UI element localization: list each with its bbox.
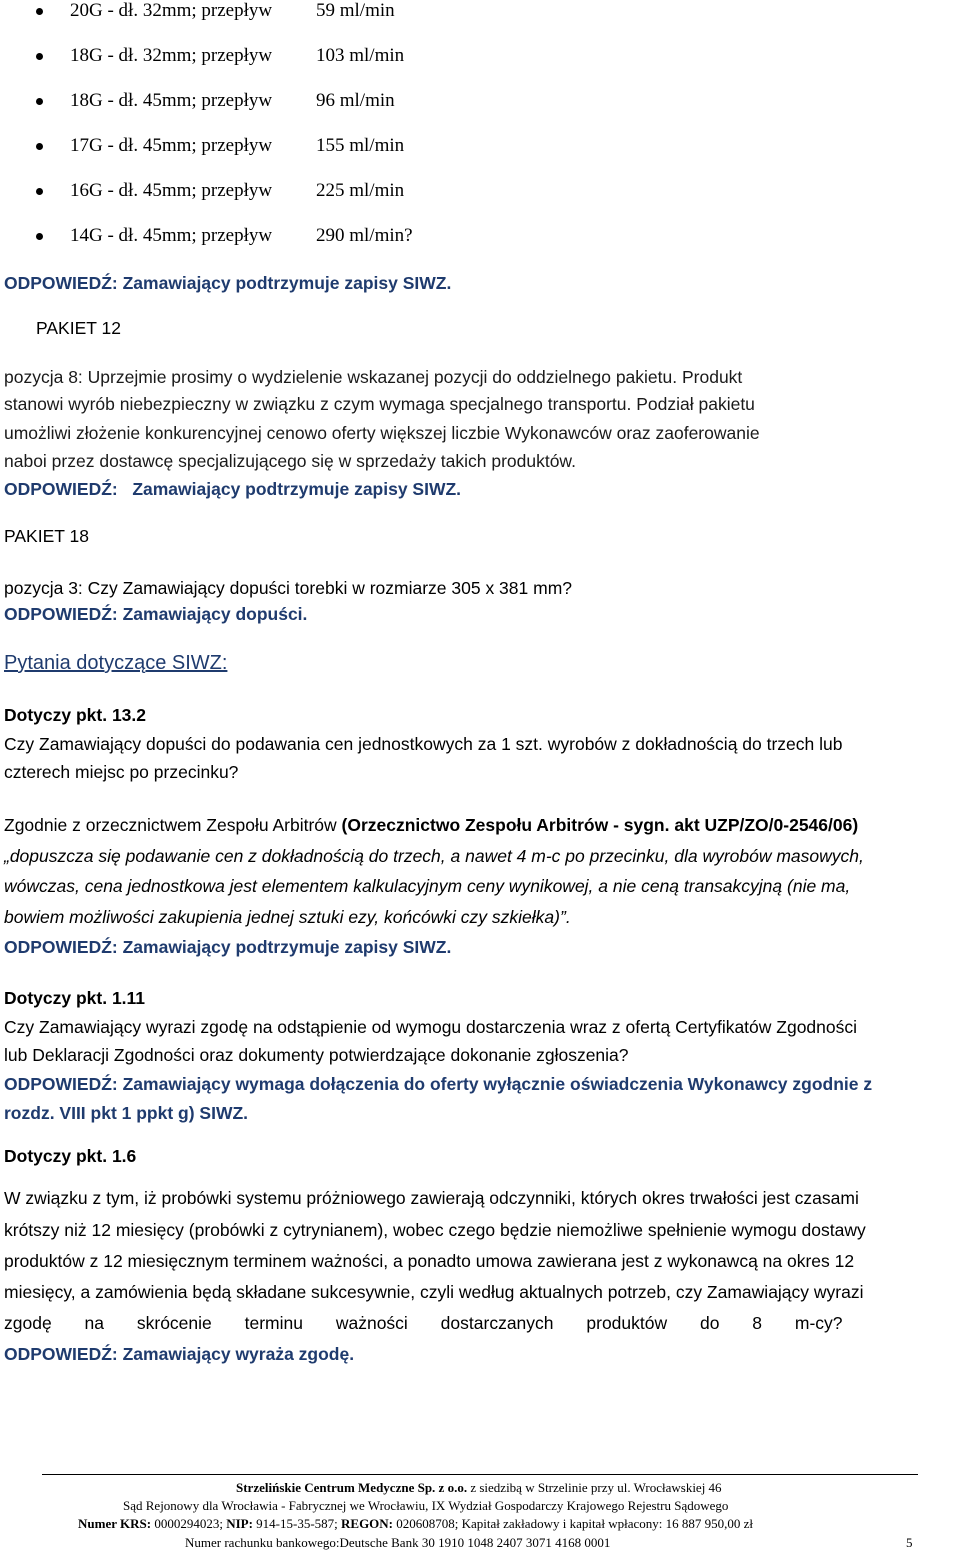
footer-court: Sąd Rejonowy dla Wrocławia - Fabrycznej we Wrocławiu, IX Wydział Gospodarczy Krajowego Rejestru Sądowego (123, 1498, 729, 1513)
paragraph-line: umożliwi złożenie konkurencyjnej cenowo oferty większej liczbie Wykonawców oraz zaoferowanie (4, 423, 760, 443)
footer-company-address: z siedzibą w Strzelinie przy ul. Wrocławskiej 46 (467, 1480, 722, 1495)
section-heading: Dotyczy pkt. 13.2 (4, 705, 146, 725)
needle-spec: 18G - dł. 45mm; przepływ (70, 90, 273, 111)
footer-divider (42, 1474, 918, 1475)
footer-regon-label: REGON: (341, 1516, 394, 1531)
needle-spec: 17G - dł. 45mm; przepływ (70, 135, 273, 156)
section-heading: PAKIET 12 (36, 318, 121, 338)
question-line: Czy Zamawiający dopuści do podawania cen jednostkowych za 1 szt. wyrobów z dokładnością do trzech lub (4, 734, 843, 754)
page-number: 5 (906, 1535, 913, 1550)
flow-value: 103 ml/min (316, 45, 405, 66)
bullet-icon (36, 188, 43, 195)
bullet-icon (36, 143, 43, 150)
footer-company-name: Strzelińskie Centrum Medyczne Sp. z o.o. (236, 1480, 468, 1495)
bullet-icon (36, 53, 43, 60)
reference-plain: Zgodnie z orzecznictwem Zespołu Arbitrów (4, 815, 342, 835)
footer-krs-value: 0000294023; (151, 1516, 227, 1531)
flow-value: 290 ml/min? (316, 225, 413, 246)
footer-company (236, 1480, 722, 1495)
footer-krs-label: Numer KRS: (78, 1516, 152, 1531)
answer-text: ODPOWIEDŹ: Zamawiający dopuści. (4, 604, 308, 624)
question-line: zgodę na skrócenie terminu ważności dostarczanych produktów do 8 m-cy? (4, 1313, 843, 1333)
footer-nip-value: 914-15-35-587; (252, 1516, 342, 1531)
answer-text: ODPOWIEDŹ: Zamawiający podtrzymuje zapisy SIWZ. (4, 937, 452, 957)
question-line: W związku z tym, iż probówki systemu próżniowego zawierają odczynniki, których okres trwałości jest czasami (4, 1188, 859, 1208)
section-heading: PAKIET 18 (4, 526, 89, 546)
footer-bank: Numer rachunku bankowego:Deutsche Bank 30 1910 1048 2407 3071 4168 0001 (185, 1535, 611, 1550)
bullet-icon (36, 233, 43, 240)
answer-text: ODPOWIEDŹ: Zamawiający wyraża zgodę. (4, 1344, 355, 1364)
flow-value: 59 ml/min (316, 0, 395, 21)
paragraph-line: stanowi wyrób niebezpieczny w związku z czym wymaga specjalnego transportu. Podział pakietu (4, 394, 755, 414)
question-line: lub Deklaracji Zgodności oraz dokumenty potwierdzające dokonanie zgłoszenia? (4, 1045, 629, 1065)
bullet-icon (36, 98, 43, 105)
quote-line: „dopuszcza się podawanie cen z dokładnością do trzech, a nawet 4 m-c po przecinku, dla wyrobów masowych, (4, 846, 864, 866)
flow-value: 225 ml/min (316, 180, 405, 201)
section-heading: Dotyczy pkt. 1.6 (4, 1146, 137, 1166)
footer-registry (78, 1516, 753, 1531)
answer-text: ODPOWIEDŹ: Zamawiający podtrzymuje zapisy SIWZ. (4, 479, 462, 499)
quote-line: wówczas, cena jednostkowa jest elementem kalkulacyjnym ceny wynikowej, a nie ceną transakcyjną (nie ma, (4, 876, 851, 896)
paragraph-line: pozycja 8: Uprzejmie prosimy o wydzielenie wskazanej pozycji do oddzielnego pakietu. Produkt (4, 367, 743, 387)
needle-spec: 16G - dł. 45mm; przepływ (70, 180, 273, 201)
reference-bold: (Orzecznictwo Zespołu Arbitrów - sygn. akt UZP/ZO/0-2546/06) (341, 815, 859, 835)
question-line: czterech miejsc po przecinku? (4, 762, 239, 782)
question-line: krótszy niż 12 miesięcy (probówki z cytrynianem), wobec czego będzie niemożliwe spełnienie wymogu dostawy (4, 1220, 866, 1240)
question-line: pozycja 3: Czy Zamawiający dopuści torebki w rozmiarze 305 x 381 mm? (4, 578, 572, 598)
footer-nip-label: NIP: (226, 1516, 253, 1531)
reference-line (4, 815, 858, 835)
question-line: produktów z 12 miesięcznym terminem ważności, a ponadto umowa zawierana jest z wykonawcą na okres 12 (4, 1251, 855, 1271)
paragraph-line: naboi przez dostawcę specjalizującego się w sprzedaży takich produktów. (4, 451, 576, 471)
footer-regon-value: 020608708; Kapitał zakładowy i kapitał wpłacony: 16 887 950,00 zł (393, 1516, 753, 1531)
answer-text: rozdz. VIII pkt 1 ppkt g) SIWZ. (4, 1103, 249, 1123)
question-line: miesięcy, a zamówienia będą składane sukcesywnie, czyli według aktualnych potrzeb, czy Zamawiający wyrazi (4, 1282, 864, 1302)
question-line: Czy Zamawiający wyrazi zgodę na odstąpienie od wymogu dostarczenia wraz z ofertą Certyfikatów Zgodności (4, 1017, 858, 1037)
needle-spec: 20G - dł. 32mm; przepływ (70, 0, 273, 21)
section-heading: Dotyczy pkt. 1.11 (4, 988, 146, 1008)
needle-spec: 18G - dł. 32mm; przepływ (70, 45, 273, 66)
bullet-icon (36, 8, 43, 15)
answer-text: ODPOWIEDŹ: Zamawiający wymaga dołączenia do oferty wyłącznie oświadczenia Wykonawcy zgodnie z (4, 1074, 873, 1094)
answer-text: ODPOWIEDŹ: Zamawiający podtrzymuje zapisy SIWZ. (4, 273, 452, 293)
quote-line: bowiem możliwości zakupienia jednej sztuki ezy, końcówki czy szkiełka)”. (4, 907, 571, 927)
siwz-heading: Pytania dotyczące SIWZ: (4, 652, 228, 674)
flow-value: 155 ml/min (316, 135, 405, 156)
flow-value: 96 ml/min (316, 90, 395, 111)
needle-spec: 14G - dł. 45mm; przepływ (70, 225, 273, 246)
